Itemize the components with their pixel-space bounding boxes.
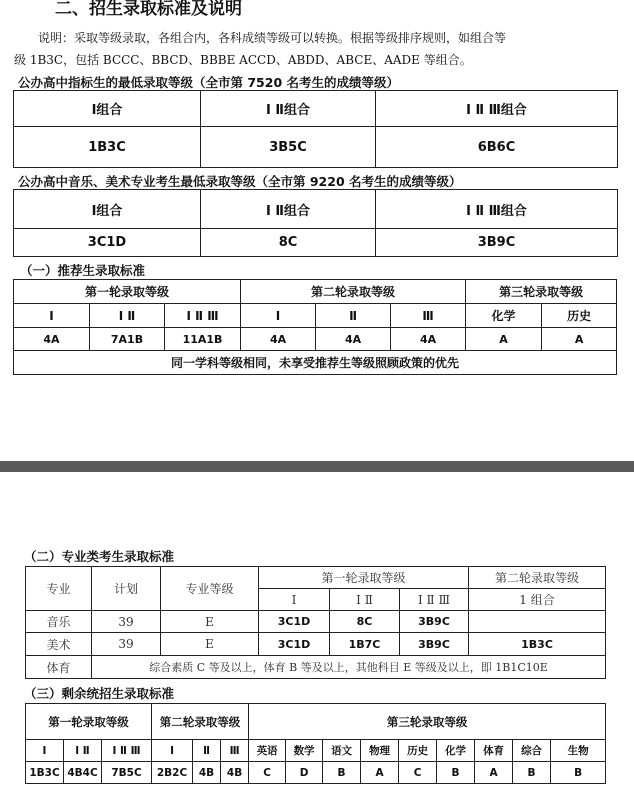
t3-val-3: 11A1B (165, 328, 241, 351)
t5-sub-2: Ⅰ Ⅱ (64, 740, 102, 762)
table-row (26, 656, 606, 679)
t4-art-grade: E (161, 633, 259, 656)
t5-val-15: B (551, 762, 606, 784)
t4-art-r2: 1B3C (469, 633, 606, 656)
t5-sub-7: 英语 (249, 740, 286, 762)
t4-music-r1-1: 3C1D (259, 611, 330, 633)
t3-sub-5: Ⅱ (316, 304, 391, 328)
t5-sub-9: 语文 (323, 740, 361, 762)
t4-pe-text: 综合素质 C 等及以上，体育 B 等及以上，其他科目 E 等级及以上，即 1B1C10E (92, 656, 606, 679)
t4-major-header: 专业 (26, 567, 92, 611)
t3-note: 同一学科等级相同，未享受推荐生等级照顾政策的优先 (14, 351, 617, 375)
t5-round1-header: 第一轮录取等级 (26, 704, 152, 740)
t3-round1-header: 第一轮录取等级 (14, 280, 241, 304)
t1-value-2: 3B5C (201, 127, 376, 168)
t4-plan-header: 计划 (92, 567, 161, 611)
t5-val-3: 7B5C (102, 762, 152, 784)
intro-line-2: 级 1B3C，包括 BCCC、BBCD、BBBE ACCD、ABDD、ABCE、AADE 等组合。 (14, 53, 472, 67)
t5-round3-header: 第三轮录取等级 (249, 704, 606, 740)
table-specialty-students (25, 566, 606, 679)
t5-sub-8: 数学 (286, 740, 323, 762)
page-separator (0, 461, 634, 472)
table-row (26, 611, 606, 633)
t5-sub-4: Ⅰ (152, 740, 193, 762)
t3-val-6: 4A (391, 328, 466, 351)
section4-title: （二）专业类考生录取标准 (24, 549, 175, 564)
t2-header-3: Ⅰ Ⅱ Ⅲ组合 (376, 190, 618, 229)
t1-header-3: Ⅰ Ⅱ Ⅲ组合 (376, 91, 618, 127)
t3-sub-7: 化学 (466, 304, 542, 328)
t4-music-major: 音乐 (26, 611, 92, 633)
t4-art-r1-3: 3B9C (400, 633, 469, 656)
t5-val-8: D (286, 762, 323, 784)
section3-title: （一）推荐生录取标准 (20, 263, 146, 278)
table-row (26, 633, 606, 656)
t3-sub-4: Ⅰ (241, 304, 316, 328)
t5-sub-1: Ⅰ (26, 740, 64, 762)
t3-sub-3: Ⅰ Ⅱ Ⅲ (165, 304, 241, 328)
t3-round2-header: 第二轮录取等级 (241, 280, 466, 304)
t4-music-r1-3: 3B9C (400, 611, 469, 633)
table-indicator-students (13, 90, 618, 168)
t3-val-1: 4A (14, 328, 90, 351)
t4-art-r1-2: 1B7C (330, 633, 400, 656)
t3-val-5: 4A (316, 328, 391, 351)
t5-sub-12: 化学 (437, 740, 475, 762)
t4-art-major: 美术 (26, 633, 92, 656)
t3-sub-1: Ⅰ (14, 304, 90, 328)
t4-music-r2 (469, 611, 606, 633)
t1-header-2: Ⅰ Ⅱ组合 (201, 91, 376, 127)
t3-val-8: A (542, 328, 617, 351)
t4-r1-sub-1: Ⅰ (259, 589, 330, 611)
t3-sub-6: Ⅲ (391, 304, 466, 328)
t3-sub-2: Ⅰ Ⅱ (90, 304, 165, 328)
t3-val-4: 4A (241, 328, 316, 351)
t4-pe-major: 体育 (26, 656, 92, 679)
t4-art-plan: 39 (92, 633, 161, 656)
t4-music-plan: 39 (92, 611, 161, 633)
table-remaining-students (25, 703, 606, 784)
table-music-art-students (13, 189, 618, 257)
t5-val-7: C (249, 762, 286, 784)
t5-val-9: B (323, 762, 361, 784)
t5-sub-6: Ⅲ (221, 740, 249, 762)
t5-val-4: 2B2C (152, 762, 193, 784)
t4-music-r1-2: 8C (330, 611, 400, 633)
t5-val-10: A (361, 762, 399, 784)
t4-art-r1-1: 3C1D (259, 633, 330, 656)
t2-header-2: Ⅰ Ⅱ组合 (201, 190, 376, 229)
t2-header-1: Ⅰ组合 (14, 190, 201, 229)
t5-sub-13: 体育 (475, 740, 513, 762)
section2-title: 公办高中音乐、美术专业考生最低录取等级（全市第 9220 名考生的成绩等级） (18, 174, 462, 189)
t5-val-11: C (399, 762, 437, 784)
t3-sub-8: 历史 (542, 304, 617, 328)
t4-r1-sub-3: Ⅰ Ⅱ Ⅲ (400, 589, 469, 611)
t5-val-6: 4B (221, 762, 249, 784)
table-recommended-students (13, 279, 617, 375)
t2-value-3: 3B9C (376, 229, 618, 257)
t5-sub-11: 历史 (399, 740, 437, 762)
t5-val-2: 4B4C (64, 762, 102, 784)
t4-grade-header: 专业等级 (161, 567, 259, 611)
intro-line-1: 说明：采取等级录取，各组合内，各科成绩等级可以转换。根据等级排序规则，如组合等 (38, 31, 507, 45)
t5-sub-5: Ⅱ (193, 740, 221, 762)
t5-round2-header: 第二轮录取等级 (152, 704, 249, 740)
t5-sub-10: 物理 (361, 740, 399, 762)
t4-r1-sub-2: Ⅰ Ⅱ (330, 589, 400, 611)
t3-val-7: A (466, 328, 542, 351)
t5-val-13: A (475, 762, 513, 784)
section1-title: 公办高中指标生的最低录取等级（全市第 7520 名考生的成绩等级） (18, 75, 399, 90)
section5-title: （三）剩余统招生录取标准 (24, 686, 175, 701)
t4-round1-header: 第一轮录取等级 (259, 567, 469, 589)
t5-val-1: 1B3C (26, 762, 64, 784)
t3-round3-header: 第三轮录取等级 (466, 280, 617, 304)
t5-val-12: B (437, 762, 475, 784)
page-heading: 二、招生录取标准及说明 (55, 0, 242, 19)
t1-value-3: 6B6C (376, 127, 618, 168)
t3-val-2: 7A1B (90, 328, 165, 351)
t5-val-5: 4B (193, 762, 221, 784)
t5-sub-14: 综合 (513, 740, 551, 762)
t2-value-2: 8C (201, 229, 376, 257)
t4-round2-header: 第二轮录取等级 (469, 567, 606, 589)
t5-val-14: B (513, 762, 551, 784)
t1-value-1: 1B3C (14, 127, 201, 168)
t1-header-1: Ⅰ组合 (14, 91, 201, 127)
t5-sub-15: 生物 (551, 740, 606, 762)
t2-value-1: 3C1D (14, 229, 201, 257)
t5-sub-3: Ⅰ Ⅱ Ⅲ (102, 740, 152, 762)
t4-r2-sub: 1 组合 (469, 589, 606, 611)
t4-music-grade: E (161, 611, 259, 633)
